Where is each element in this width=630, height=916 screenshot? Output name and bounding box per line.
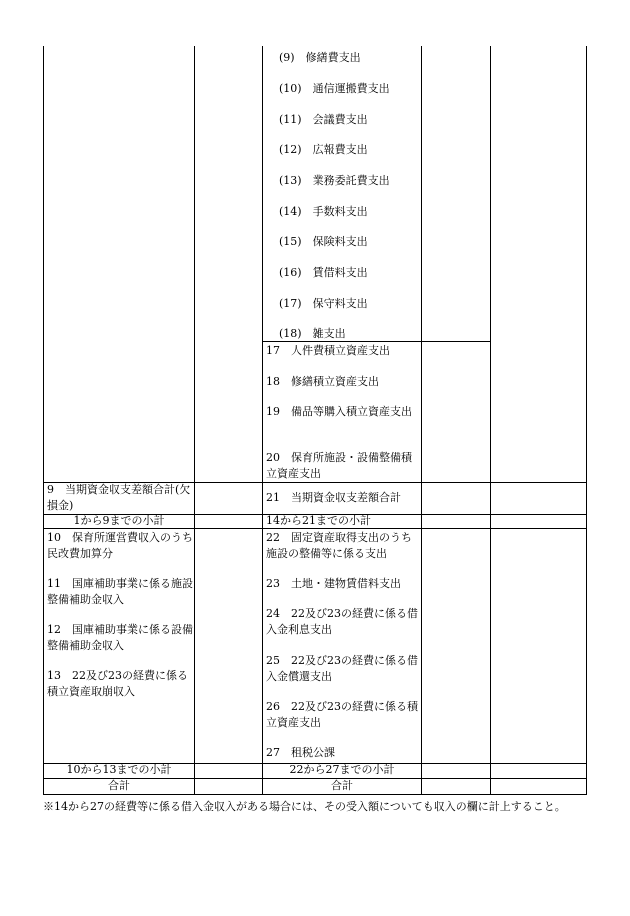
expense-item: 22 固定資産取得支出のうち施設の整備等に係る支出 — [266, 531, 412, 560]
income-item: 12 国庫補助事業に係る設備整備補助金収入 — [47, 623, 193, 652]
grid-line — [262, 46, 263, 795]
footnote: ※14から27の経費等に係る借入金収入がある場合には、その受入額についても収入の欄に計上すること。 — [43, 800, 566, 813]
expense-reserve-item: 17 人件費積立資産支出 — [266, 344, 390, 357]
expense-sub-item: (16) 賃借料支出 — [279, 266, 368, 279]
grid-line — [586, 46, 587, 795]
expense-sub-item: (9) 修繕費支出 — [279, 51, 361, 64]
expense-subtotal: 14から21までの小計 — [266, 514, 371, 527]
grid-line — [43, 46, 44, 795]
expense-item: 26 22及び23の経費に係る積立資産支出 — [266, 700, 418, 729]
expense-subtotal: 22から27までの小計 — [289, 763, 395, 776]
expense-reserve-item: 20 保育所施設・設備整備積立資産支出 — [266, 451, 412, 480]
grid-line — [43, 794, 587, 795]
grid-line — [490, 46, 491, 795]
expense-item: 23 土地・建物賃借料支出 — [266, 577, 401, 590]
income-balance-total: 9 当期資金収支差額合計(欠損金) — [47, 483, 191, 512]
expense-reserve-item: 18 修繕積立資産支出 — [266, 375, 379, 388]
grid-line — [421, 46, 422, 795]
expense-sub-item: (13) 業務委託費支出 — [279, 174, 390, 187]
expense-item: 25 22及び23の経費に係る借入金償還支出 — [266, 654, 418, 683]
expense-total: 合計 — [331, 779, 353, 792]
expense-sub-item: (11) 会議費支出 — [279, 113, 368, 126]
grid-line — [194, 46, 195, 795]
expense-sub-item: (12) 広報費支出 — [279, 143, 368, 156]
income-subtotal: 10から13までの小計 — [66, 763, 172, 776]
expense-sub-item: (10) 通信運搬費支出 — [279, 82, 390, 95]
expense-item: 24 22及び23の経費に係る借入金利息支出 — [266, 607, 418, 636]
expense-reserve-item: 19 備品等購入積立資産支出 — [266, 405, 412, 418]
expense-balance-total: 21 当期資金収支差額合計 — [266, 491, 401, 504]
expense-sub-item: (17) 保守料支出 — [279, 297, 368, 310]
expense-sub-item: (15) 保険料支出 — [279, 235, 368, 248]
expense-sub-item: (14) 手数料支出 — [279, 205, 368, 218]
income-item: 13 22及び23の経費に係る積立資産取崩収入 — [47, 669, 188, 698]
income-item: 11 国庫補助事業に係る施設整備補助金収入 — [47, 577, 193, 606]
income-item: 10 保育所運営費収入のうち民改費加算分 — [47, 531, 193, 560]
expense-item: 27 租税公課 — [266, 746, 335, 759]
expense-sub-item: (18) 雑支出 — [279, 327, 346, 340]
income-total: 合計 — [108, 779, 130, 792]
income-subtotal: 1から9までの小計 — [73, 514, 165, 527]
